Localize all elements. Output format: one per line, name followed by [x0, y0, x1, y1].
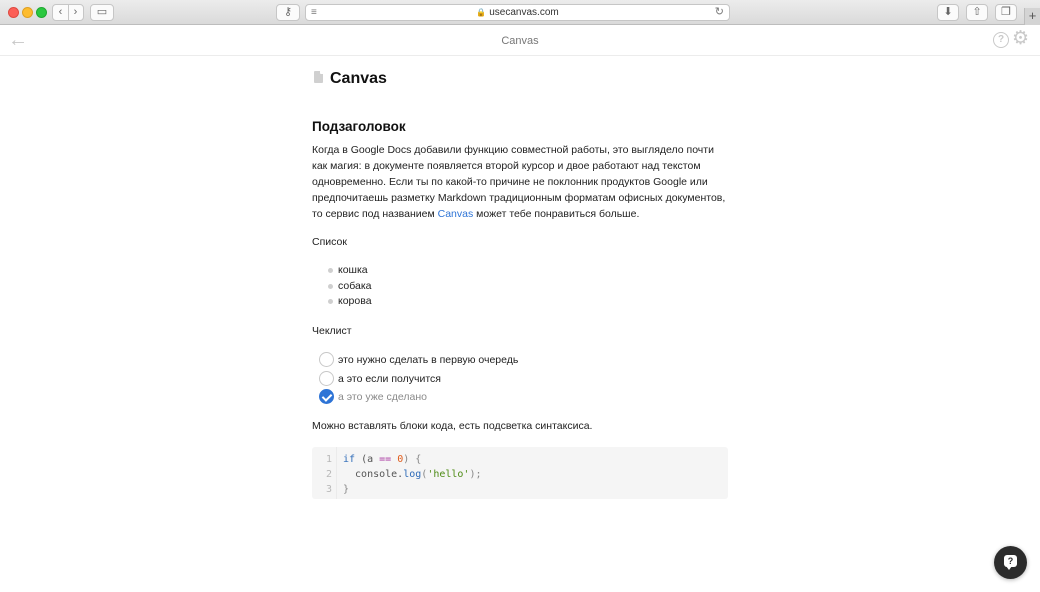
- paragraph-text-end: может тебе понравиться больше.: [473, 208, 640, 220]
- tabs-icon[interactable]: ❐: [995, 4, 1017, 21]
- code-text: if (a == 0) {: [343, 454, 422, 465]
- line-number: 1: [325, 454, 332, 465]
- checkbox[interactable]: [319, 371, 334, 386]
- checkbox[interactable]: [319, 352, 334, 367]
- chevron-right-icon[interactable]: ›: [73, 6, 78, 18]
- paragraph-text: Когда в Google Docs добавили функцию совместной работы, это выглядело почти как магия: в документе появляется второй курсор и двое работают над текстом одновременно. Если ты по какой-то причине не поклонник продуктов Google или предпочитаешь разметку Markdown традиционным форматам офисных документов, то сервис под названием: [312, 144, 726, 220]
- code-line: [312, 482, 728, 497]
- subheading[interactable]: Подзаголовок: [312, 119, 406, 134]
- download-icon[interactable]: ⬇: [937, 4, 959, 21]
- checkbox-checked[interactable]: [319, 389, 334, 404]
- checklist-item-label[interactable]: а это если получится: [338, 372, 441, 385]
- code-text: console.log('hello');: [343, 469, 482, 480]
- code-label[interactable]: Можно вставлять блоки кода, есть подсветка синтаксиса.: [312, 420, 593, 432]
- checklist: [319, 351, 518, 407]
- list-item[interactable]: собака: [328, 279, 372, 295]
- document: [312, 67, 728, 495]
- chat-help-button[interactable]: [994, 546, 1027, 579]
- browser-toolbar: [0, 0, 1040, 25]
- back-arrow-icon[interactable]: ←: [8, 29, 28, 51]
- help-icon[interactable]: ?: [993, 32, 1009, 48]
- gear-icon[interactable]: ⚙: [1012, 28, 1030, 49]
- app-title: Canvas: [501, 35, 539, 47]
- line-number: 3: [325, 484, 332, 495]
- close-window-button[interactable]: [8, 7, 19, 18]
- minimize-window-button[interactable]: [22, 7, 33, 18]
- chevron-left-icon[interactable]: ‹: [58, 6, 63, 18]
- code-text: }: [343, 484, 350, 495]
- code-line: [312, 452, 728, 467]
- paragraph[interactable]: [312, 142, 728, 222]
- document-icon: [314, 71, 323, 83]
- url-bar[interactable]: [305, 4, 730, 21]
- code-line: [312, 467, 728, 482]
- reader-icon[interactable]: ≡: [311, 7, 317, 18]
- list-item[interactable]: корова: [328, 294, 372, 310]
- checklist-item-label[interactable]: а это уже сделано: [338, 391, 427, 403]
- checklist-item: [319, 351, 518, 370]
- list-label[interactable]: Список: [312, 236, 347, 248]
- checklist-item-label[interactable]: это нужно сделать в первую очередь: [338, 354, 519, 366]
- bullet-list: [328, 263, 372, 310]
- url-text: usecanvas.com: [489, 7, 559, 18]
- code-block[interactable]: [312, 447, 728, 499]
- reload-icon[interactable]: ↻: [714, 6, 724, 18]
- chat-help-icon: ?: [1004, 555, 1017, 567]
- list-item[interactable]: кошка: [328, 263, 372, 279]
- password-key-icon[interactable]: ⚷: [276, 4, 300, 21]
- history-nav: [52, 4, 84, 21]
- checklist-label[interactable]: Чеклист: [312, 325, 352, 337]
- canvas-link[interactable]: Canvas: [437, 208, 474, 220]
- plus-icon[interactable]: +: [1024, 8, 1040, 25]
- sidebar-icon[interactable]: ▭: [90, 4, 114, 21]
- doc-title[interactable]: Canvas: [330, 70, 387, 87]
- line-number: 2: [325, 469, 332, 480]
- zoom-window-button[interactable]: [36, 7, 47, 18]
- app-header: [0, 26, 1040, 56]
- doc-title-row: [312, 67, 728, 91]
- share-icon[interactable]: ⇧: [966, 4, 988, 21]
- checklist-item: [319, 388, 518, 407]
- checklist-item: [319, 370, 518, 389]
- lock-icon: 🔒: [476, 8, 487, 17]
